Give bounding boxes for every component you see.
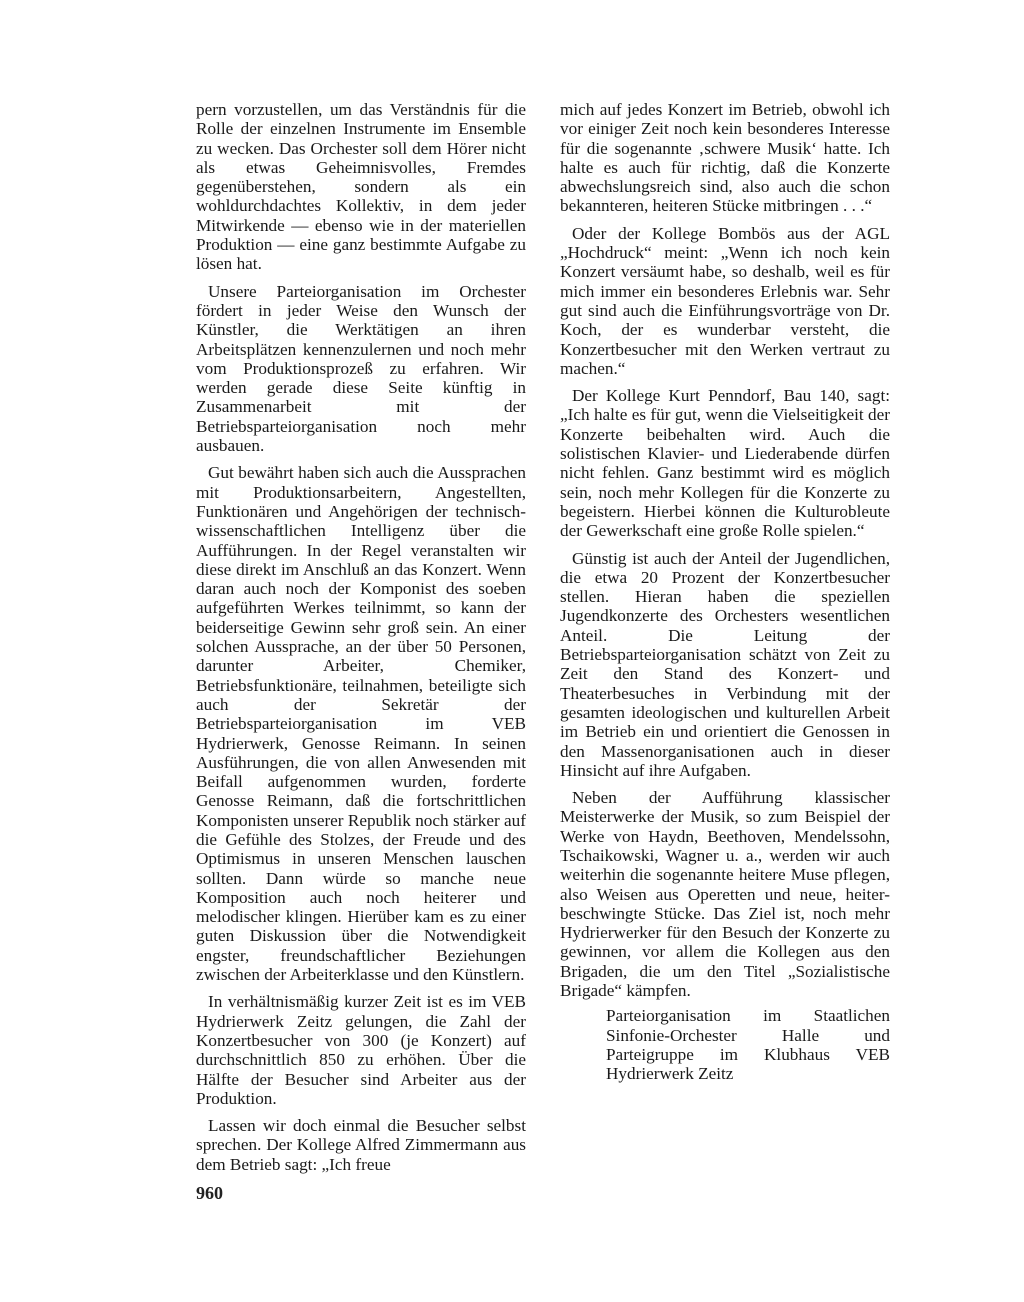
- paragraph: Lassen wir doch einmal die Besucher selbst sprechen. Der Kollege Alfred Zimmermann aus dem Betrieb sagt: „Ich freue: [196, 1116, 526, 1174]
- paragraph: Der Kollege Kurt Penndorf, Bau 140, sagt: „Ich halte es für gut, wenn die Vielseitigkeit der Konzerte beibehalten wird. Auch die solistischen Klavier- und Liederabende dürfen nicht fehlen. Ganz bestimmt wird es möglich sein, noch mehr Kollegen für die Konzerte zu begeistern. Hierbei können die Kulturobleute der Gewerkschaft eine große Rolle spielen.“: [560, 386, 890, 541]
- author-signature: Parteiorganisation im Staatlichen Sinfonie-Orchester Halle und Parteigruppe im Klubhaus VEB Hydrierwerk Zeitz: [606, 1006, 890, 1084]
- paragraph: In verhältnismäßig kurzer Zeit ist es im VEB Hydrierwerk Zeitz gelungen, die Zahl der Konzertbesucher von 300 (je Konzert) auf durchschnittlich 850 zu erhöhen. Über die Hälfte der Besucher sind Arbeiter aus der Produktion.: [196, 992, 526, 1108]
- left-column: [196, 100, 526, 1174]
- paragraph: Unsere Parteiorganisation im Orchester fördert in jeder Weise den Wunsch der Künstler, die Werktätigen an ihren Arbeitsplätzen kennenzulernen und noch mehr vom Produktionsprozeß zu erfahren. Wir werden gerade diese Seite künftig in Zusammenarbeit mit der Betriebsparteiorganisation noch mehr ausbauen.: [196, 281, 526, 456]
- paragraph: pern vorzustellen, um das Verständnis für die Rolle der einzelnen Instrumente im Ensemble zu wecken. Das Orchester soll dem Hörer nicht als etwas Geheimnisvolles, Fremdes gegenüberstehen, sondern als ein wohldurchdachtes Kollektiv, in dem jeder Mitwirkende — ebenso wie in der materiellen Produktion — eine ganz bestimmte Aufgabe zu lösen hat.: [196, 100, 526, 274]
- paragraph: Neben der Aufführung klassischer Meisterwerke der Musik, so zum Beispiel der Werke von Haydn, Beethoven, Mendelssohn, Tschaikowski, Wagner u. a., werden wir auch weiterhin die sogenannte heitere Muse pflegen, also Weisen aus Operetten und neue, heiter-beschwingte Stücke. Das Ziel ist, noch mehr Hydrierwerker für den Besuch der Konzerte zu gewinnen, vor allem die Kollegen aus den Brigaden, die um den Titel „Sozialistische Brigade“ kämpfen.: [560, 788, 890, 1001]
- paragraph: Günstig ist auch der Anteil der Jugendlichen, die etwa 20 Prozent der Konzertbesucher stellen. Hieran haben die speziellen Jugendkonzerte des Orchesters wesentlichen Anteil. Die Leitung der Betriebsparteiorganisation schätzt von Zeit zu Zeit den Stand des Konzert- und Theaterbesuches in Verbindung mit der gesamten ideologischen und kulturellen Arbeit im Betrieb ein und orientiert die Genossen in den Massenorganisationen auch in dieser Hinsicht auf ihre Aufgaben.: [560, 548, 890, 780]
- page-number: 960: [196, 1183, 223, 1203]
- right-column: [560, 100, 890, 1084]
- paragraph: Oder der Kollege Bombös aus der AGL „Hochdruck“ meint: „Wenn ich noch kein Konzert versäumt habe, so deshalb, weil es für mich immer ein besonderes Erlebnis war. Sehr gut sind auch die Einführungsvorträge von Dr. Koch, der es wunderbar versteht, die Konzertbesucher mit den Werken vertraut zu machen.“: [560, 223, 890, 378]
- paragraph: mich auf jedes Konzert im Betrieb, obwohl ich vor einiger Zeit noch kein besonderes Interesse für die sogenannte ‚schwere Musik‘ hatte. Ich halte es auch für richtig, daß die Konzerte abwechslungsreich sind, also auch die schon bekannteren, heiteren Stücke mitbringen . . .“: [560, 100, 890, 216]
- paragraph: Gut bewährt haben sich auch die Aussprachen mit Produktionsarbeitern, Angestellten, Funktionären und Angehörigen der technisch-wissenschaftlichen Intelligenz über die Aufführungen. In der Regel veranstalten wir diese direkt im Anschluß an das Konzert. Wenn daran auch noch der Komponist des soeben aufgeführten Werkes teilnimmt, so kann der beiderseitige Gewinn sehr groß sein. An einer solchen Aussprache, an der über 50 Personen, darunter Arbeiter, Chemiker, Betriebsfunktionäre, teilnahmen, beteiligte sich auch der Sekretär der Betriebsparteiorganisation im VEB Hydrierwerk, Genosse Reimann. In seinen Ausführungen, die von allen Anwesenden mit Beifall aufgenommen wurden, forderte Genosse Reimann, daß die fortschrittlichen Komponisten unserer Republik noch stärker auf die Gefühle des Stolzes, der Freude und des Optimismus in unseren Menschen lauschen sollten. Dann würde so manche neue Komposition auch noch heiterer und melodischer klingen. Hierüber kam es zu einer guten Diskussion über die Notwendigkeit engster, freundschaftlicher Beziehungen zwischen der Arbeiterklasse und den Künstlern.: [196, 463, 526, 985]
